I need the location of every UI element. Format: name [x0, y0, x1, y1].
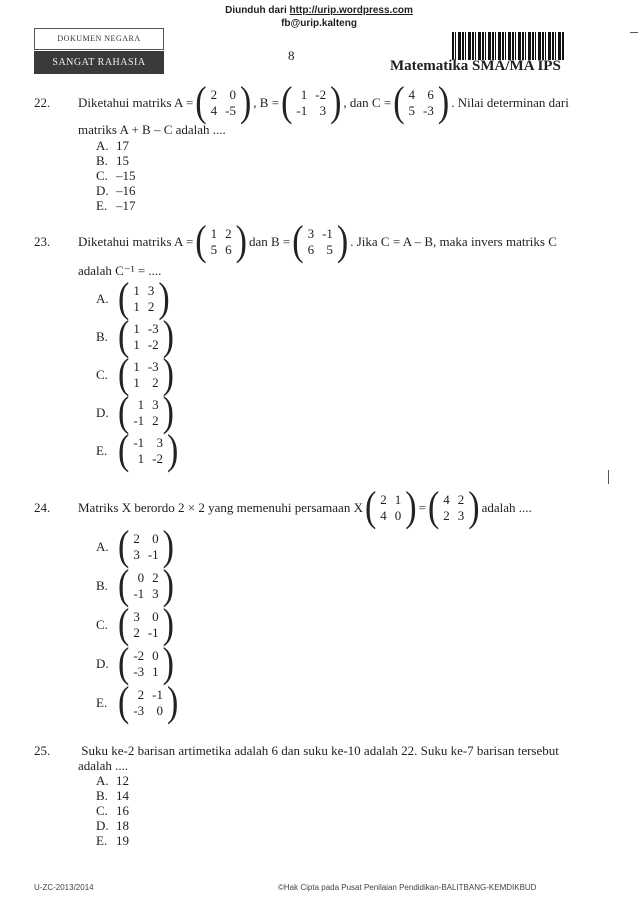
option-item[interactable]: E. –17: [96, 198, 136, 213]
matrix: ( 2 -1 -3 0 ): [118, 679, 179, 726]
subject-title: Matematika SMA/MA IPS: [390, 58, 561, 74]
option-item[interactable]: C. –15: [96, 168, 136, 183]
matrix: ( 1 2 5 6 ): [195, 218, 247, 265]
option-item[interactable]: B. 15: [96, 153, 129, 168]
matrix: ( 2 0 3 -1 ): [118, 523, 174, 570]
question-22-line1: 22. Diketahui matriks A = ( 2 0 4 -5 ) , B = ( 1 -2 -1 3 ) , dan C = ( 4 6 5 -3 ) . Nilai determinan dari: [34, 79, 569, 126]
option-item[interactable]: D. –16: [96, 183, 136, 198]
matrix: ( -1 3 1 -2 ): [118, 427, 179, 474]
option-item[interactable]: D. ( -2 0 -3 1 ): [96, 640, 174, 687]
matrix: ( 4 2 2 3 ): [427, 484, 480, 531]
option-item[interactable]: C. ( 3 0 2 -1 ): [96, 601, 174, 648]
question-number: 24.: [34, 500, 51, 515]
option-item[interactable]: E. ( -1 3 1 -2 ): [96, 427, 179, 474]
question-25-line1: 25. Suku ke-2 barisan artimetika adalah 6 dan suku ke-10 adalah 22. Suku ke-7 barisan tersebut: [34, 743, 559, 758]
matrix: ( 1 -3 1 -2 ): [118, 313, 174, 360]
page-number: 8: [288, 48, 295, 63]
matrix: ( 4 6 5 -3 ): [393, 79, 450, 126]
footer-code: U-ZC-2013/2014: [34, 883, 94, 892]
matrix: ( 1 -3 1 2 ): [118, 351, 174, 398]
source-line: Diunduh dari http://urip.wordpress.com: [225, 5, 413, 16]
option-item[interactable]: A. ( 1 3 1 2 ): [96, 275, 170, 322]
option-item[interactable]: E. 19: [96, 833, 129, 848]
option-item[interactable]: C. ( 1 -3 1 2 ): [96, 351, 174, 398]
matrix: ( -2 0 -3 1 ): [118, 640, 174, 687]
barcode-icon: [452, 32, 564, 60]
option-item[interactable]: B. ( 0 2 -1 3 ): [96, 562, 174, 609]
stamp-top-label: DOKUMEN NEGARA: [34, 28, 164, 50]
matrix: ( 1 3 1 2 ): [118, 275, 170, 322]
matrix: ( 1 -2 -1 3 ): [281, 79, 342, 126]
option-item[interactable]: A. 17: [96, 138, 129, 153]
option-item[interactable]: D. ( 1 3 -1 2 ): [96, 389, 174, 436]
footer-copyright: ©Hak Cipta pada Pusat Penilaian Pendidikan-BALITBANG-KEMDIKBUD: [278, 883, 537, 892]
question-23-line1: 23. Diketahui matriks A = ( 1 2 5 6 ) dan B = ( 3 -1 6 5 ) . Jika C = A – B, maka invers matriks C: [34, 218, 557, 265]
matrix: ( 2 0 4 -5 ): [195, 79, 252, 126]
option-item[interactable]: B. 14: [96, 788, 129, 803]
question-25-line2: adalah ....: [78, 758, 129, 773]
matrix: ( 2 1 4 0 ): [364, 484, 417, 531]
question-number: 25.: [34, 743, 51, 758]
matrix: ( 1 3 -1 2 ): [118, 389, 174, 436]
matrix: ( 3 -1 6 5 ): [292, 218, 349, 265]
option-item[interactable]: A. 12: [96, 773, 129, 788]
question-23-line2: adalah C⁻¹ = ....: [78, 263, 162, 278]
edge-mark: [630, 32, 638, 33]
question-number: 23.: [34, 234, 51, 249]
edge-mark: [608, 470, 609, 484]
source-link[interactable]: http://urip.wordpress.com: [289, 5, 413, 16]
classification-stamp: [34, 28, 164, 76]
question-number: 22.: [34, 95, 51, 110]
option-item[interactable]: C. 16: [96, 803, 129, 818]
stamp-bottom-label: SANGAT RAHASIA: [34, 51, 164, 74]
matrix: ( 0 2 -1 3 ): [118, 562, 174, 609]
option-item[interactable]: A. ( 2 0 3 -1 ): [96, 523, 174, 570]
option-item[interactable]: B. ( 1 -3 1 -2 ): [96, 313, 174, 360]
option-item[interactable]: E. ( 2 -1 -3 0 ): [96, 679, 179, 726]
option-item[interactable]: D. 18: [96, 818, 129, 833]
question-22-line2: matriks A + B – C adalah ....: [78, 122, 226, 137]
fb-line: fb@urip.kalteng: [281, 18, 357, 29]
question-24-line1: 24. Matriks X berordo 2 × 2 yang memenuhi persamaan X ( 2 1 4 0 ) = ( 4 2 2 3 ) adalah ....: [34, 484, 532, 531]
matrix: ( 3 0 2 -1 ): [118, 601, 174, 648]
